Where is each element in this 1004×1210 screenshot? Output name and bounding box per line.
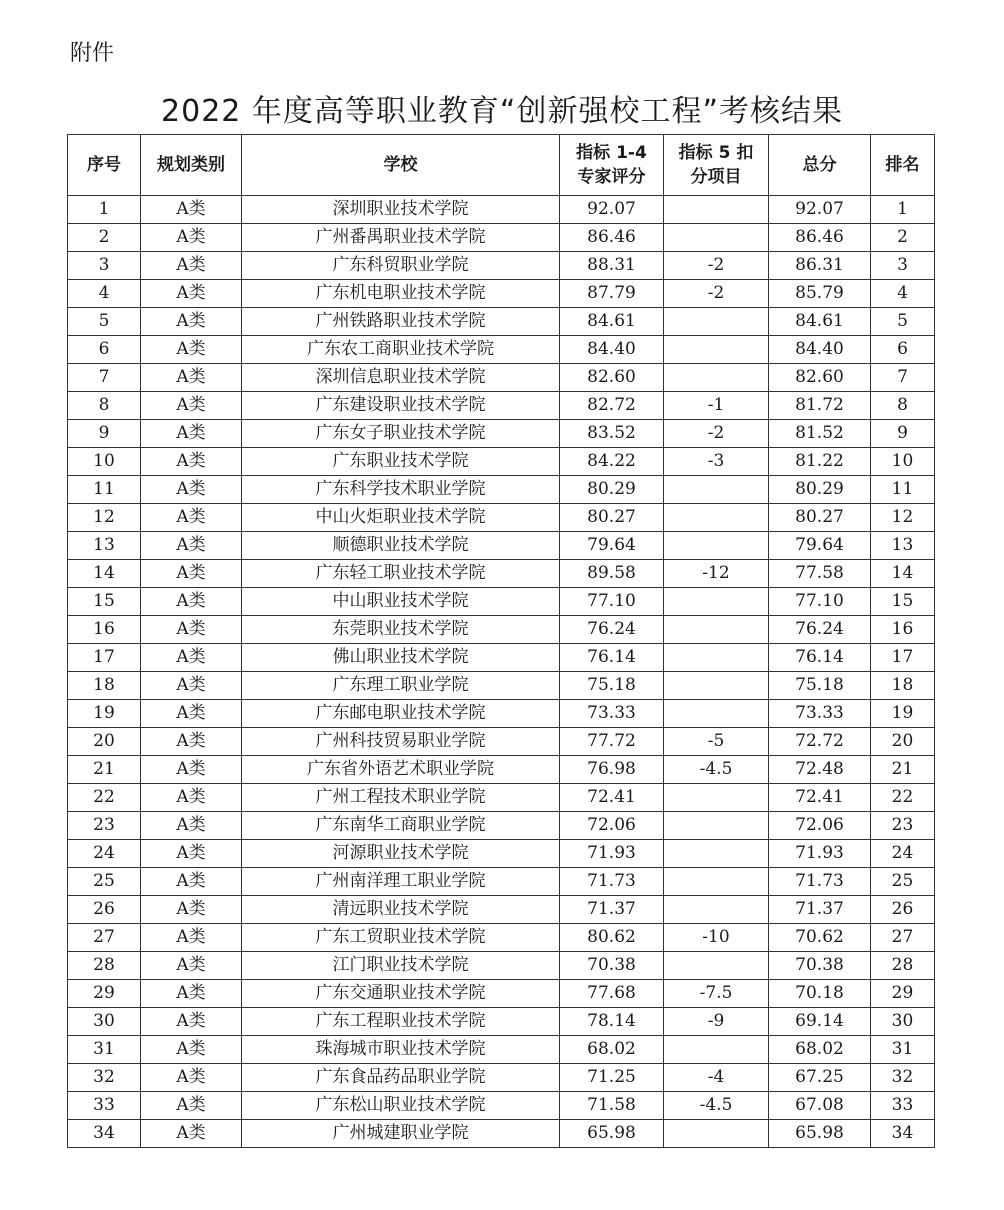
cell-total: 69.14 bbox=[769, 1008, 871, 1036]
cell-category: A类 bbox=[141, 1092, 242, 1120]
cell-rank: 15 bbox=[871, 588, 935, 616]
cell-score-1-4: 65.98 bbox=[560, 1120, 664, 1148]
cell-category: A类 bbox=[141, 980, 242, 1008]
cell-score-1-4: 70.38 bbox=[560, 952, 664, 980]
cell-deduction-5 bbox=[664, 476, 769, 504]
cell-school: 广州城建职业学院 bbox=[242, 1120, 560, 1148]
cell-total: 70.18 bbox=[769, 980, 871, 1008]
cell-category: A类 bbox=[141, 532, 242, 560]
cell-index: 31 bbox=[68, 1036, 141, 1064]
cell-total: 71.37 bbox=[769, 896, 871, 924]
cell-deduction-5: -1 bbox=[664, 392, 769, 420]
cell-deduction-5 bbox=[664, 196, 769, 224]
cell-school: 广东女子职业技术学院 bbox=[242, 420, 560, 448]
cell-rank: 18 bbox=[871, 672, 935, 700]
table-row bbox=[68, 896, 935, 924]
cell-total: 84.40 bbox=[769, 336, 871, 364]
cell-deduction-5 bbox=[664, 336, 769, 364]
table-row bbox=[68, 980, 935, 1008]
table-row bbox=[68, 1008, 935, 1036]
cell-score-1-4: 68.02 bbox=[560, 1036, 664, 1064]
cell-score-1-4: 78.14 bbox=[560, 1008, 664, 1036]
cell-school: 河源职业技术学院 bbox=[242, 840, 560, 868]
cell-index: 26 bbox=[68, 896, 141, 924]
cell-index: 22 bbox=[68, 784, 141, 812]
cell-school: 顺德职业技术学院 bbox=[242, 532, 560, 560]
cell-deduction-5 bbox=[664, 812, 769, 840]
cell-school: 江门职业技术学院 bbox=[242, 952, 560, 980]
cell-rank: 34 bbox=[871, 1120, 935, 1148]
cell-school: 广东交通职业技术学院 bbox=[242, 980, 560, 1008]
cell-category: A类 bbox=[141, 1036, 242, 1064]
cell-category: A类 bbox=[141, 952, 242, 980]
cell-deduction-5: -2 bbox=[664, 252, 769, 280]
cell-category: A类 bbox=[141, 896, 242, 924]
cell-index: 15 bbox=[68, 588, 141, 616]
cell-category: A类 bbox=[141, 420, 242, 448]
cell-rank: 30 bbox=[871, 1008, 935, 1036]
cell-rank: 9 bbox=[871, 420, 935, 448]
cell-total: 68.02 bbox=[769, 1036, 871, 1064]
cell-category: A类 bbox=[141, 588, 242, 616]
cell-total: 71.73 bbox=[769, 868, 871, 896]
table-row bbox=[68, 784, 935, 812]
header-indicator-5-line2: 分项目 bbox=[690, 167, 742, 187]
cell-rank: 6 bbox=[871, 336, 935, 364]
table-row bbox=[68, 308, 935, 336]
cell-total: 85.79 bbox=[769, 280, 871, 308]
table-row bbox=[68, 560, 935, 588]
cell-deduction-5 bbox=[664, 504, 769, 532]
table-row bbox=[68, 868, 935, 896]
cell-school: 广东轻工职业技术学院 bbox=[242, 560, 560, 588]
table-row bbox=[68, 1092, 935, 1120]
cell-index: 20 bbox=[68, 728, 141, 756]
cell-category: A类 bbox=[141, 672, 242, 700]
cell-total: 70.38 bbox=[769, 952, 871, 980]
cell-index: 28 bbox=[68, 952, 141, 980]
cell-index: 14 bbox=[68, 560, 141, 588]
cell-index: 27 bbox=[68, 924, 141, 952]
cell-index: 29 bbox=[68, 980, 141, 1008]
cell-school: 中山火炬职业技术学院 bbox=[242, 504, 560, 532]
cell-deduction-5 bbox=[664, 672, 769, 700]
cell-category: A类 bbox=[141, 560, 242, 588]
table-row bbox=[68, 616, 935, 644]
cell-rank: 11 bbox=[871, 476, 935, 504]
cell-category: A类 bbox=[141, 448, 242, 476]
cell-total: 81.52 bbox=[769, 420, 871, 448]
cell-rank: 21 bbox=[871, 756, 935, 784]
cell-score-1-4: 76.98 bbox=[560, 756, 664, 784]
cell-category: A类 bbox=[141, 476, 242, 504]
cell-rank: 33 bbox=[871, 1092, 935, 1120]
cell-score-1-4: 84.22 bbox=[560, 448, 664, 476]
cell-total: 72.48 bbox=[769, 756, 871, 784]
header-rank: 排名 bbox=[871, 135, 935, 196]
cell-rank: 1 bbox=[871, 196, 935, 224]
cell-deduction-5: -7.5 bbox=[664, 980, 769, 1008]
cell-category: A类 bbox=[141, 924, 242, 952]
cell-category: A类 bbox=[141, 868, 242, 896]
cell-school: 广东工贸职业技术学院 bbox=[242, 924, 560, 952]
cell-total: 67.25 bbox=[769, 1064, 871, 1092]
cell-rank: 26 bbox=[871, 896, 935, 924]
cell-total: 92.07 bbox=[769, 196, 871, 224]
cell-school: 广东松山职业技术学院 bbox=[242, 1092, 560, 1120]
cell-rank: 20 bbox=[871, 728, 935, 756]
cell-total: 77.10 bbox=[769, 588, 871, 616]
cell-category: A类 bbox=[141, 196, 242, 224]
cell-total: 72.06 bbox=[769, 812, 871, 840]
cell-school: 深圳职业技术学院 bbox=[242, 196, 560, 224]
cell-category: A类 bbox=[141, 252, 242, 280]
cell-index: 1 bbox=[68, 196, 141, 224]
cell-index: 13 bbox=[68, 532, 141, 560]
cell-category: A类 bbox=[141, 1008, 242, 1036]
table-header-row bbox=[68, 135, 935, 196]
table-row bbox=[68, 644, 935, 672]
header-indicator-1-4-line1: 指标 1-4 bbox=[576, 143, 647, 163]
cell-school: 广东科贸职业学院 bbox=[242, 252, 560, 280]
cell-score-1-4: 79.64 bbox=[560, 532, 664, 560]
cell-deduction-5 bbox=[664, 896, 769, 924]
cell-category: A类 bbox=[141, 392, 242, 420]
cell-total: 72.41 bbox=[769, 784, 871, 812]
table-row bbox=[68, 924, 935, 952]
cell-total: 82.60 bbox=[769, 364, 871, 392]
cell-school: 广东南华工商职业学院 bbox=[242, 812, 560, 840]
cell-index: 23 bbox=[68, 812, 141, 840]
cell-category: A类 bbox=[141, 812, 242, 840]
cell-rank: 17 bbox=[871, 644, 935, 672]
table-row bbox=[68, 420, 935, 448]
cell-score-1-4: 82.60 bbox=[560, 364, 664, 392]
cell-total: 76.14 bbox=[769, 644, 871, 672]
cell-score-1-4: 80.29 bbox=[560, 476, 664, 504]
cell-index: 11 bbox=[68, 476, 141, 504]
cell-school: 广东农工商职业技术学院 bbox=[242, 336, 560, 364]
cell-school: 广州工程技术职业学院 bbox=[242, 784, 560, 812]
cell-school: 广州南洋理工职业学院 bbox=[242, 868, 560, 896]
cell-score-1-4: 88.31 bbox=[560, 252, 664, 280]
cell-category: A类 bbox=[141, 280, 242, 308]
cell-school: 广东省外语艺术职业学院 bbox=[242, 756, 560, 784]
cell-total: 77.58 bbox=[769, 560, 871, 588]
cell-rank: 28 bbox=[871, 952, 935, 980]
cell-category: A类 bbox=[141, 840, 242, 868]
cell-deduction-5: -4.5 bbox=[664, 1092, 769, 1120]
cell-rank: 22 bbox=[871, 784, 935, 812]
cell-deduction-5: -10 bbox=[664, 924, 769, 952]
cell-category: A类 bbox=[141, 616, 242, 644]
header-school: 学校 bbox=[242, 135, 560, 196]
cell-score-1-4: 73.33 bbox=[560, 700, 664, 728]
table-row bbox=[68, 756, 935, 784]
cell-total: 75.18 bbox=[769, 672, 871, 700]
cell-deduction-5: -5 bbox=[664, 728, 769, 756]
header-indicator-1-4 bbox=[560, 135, 664, 196]
cell-deduction-5 bbox=[664, 644, 769, 672]
table-row bbox=[68, 476, 935, 504]
table-row bbox=[68, 952, 935, 980]
cell-score-1-4: 71.58 bbox=[560, 1092, 664, 1120]
cell-category: A类 bbox=[141, 504, 242, 532]
cell-index: 25 bbox=[68, 868, 141, 896]
header-indicator-1-4-line2: 专家评分 bbox=[577, 167, 646, 187]
cell-index: 21 bbox=[68, 756, 141, 784]
cell-index: 4 bbox=[68, 280, 141, 308]
cell-score-1-4: 84.40 bbox=[560, 336, 664, 364]
cell-index: 24 bbox=[68, 840, 141, 868]
cell-school: 深圳信息职业技术学院 bbox=[242, 364, 560, 392]
table-row bbox=[68, 700, 935, 728]
cell-category: A类 bbox=[141, 1064, 242, 1092]
cell-rank: 27 bbox=[871, 924, 935, 952]
cell-index: 19 bbox=[68, 700, 141, 728]
cell-category: A类 bbox=[141, 756, 242, 784]
cell-index: 34 bbox=[68, 1120, 141, 1148]
cell-school: 广东理工职业学院 bbox=[242, 672, 560, 700]
cell-score-1-4: 87.79 bbox=[560, 280, 664, 308]
cell-category: A类 bbox=[141, 728, 242, 756]
cell-score-1-4: 77.10 bbox=[560, 588, 664, 616]
cell-total: 72.72 bbox=[769, 728, 871, 756]
cell-score-1-4: 71.37 bbox=[560, 896, 664, 924]
table-row bbox=[68, 252, 935, 280]
cell-deduction-5: -9 bbox=[664, 1008, 769, 1036]
cell-category: A类 bbox=[141, 644, 242, 672]
cell-deduction-5 bbox=[664, 868, 769, 896]
cell-score-1-4: 92.07 bbox=[560, 196, 664, 224]
cell-total: 76.24 bbox=[769, 616, 871, 644]
cell-school: 广东科学技术职业学院 bbox=[242, 476, 560, 504]
cell-deduction-5: -3 bbox=[664, 448, 769, 476]
cell-category: A类 bbox=[141, 224, 242, 252]
cell-school: 广东食品药品职业学院 bbox=[242, 1064, 560, 1092]
cell-category: A类 bbox=[141, 784, 242, 812]
cell-index: 10 bbox=[68, 448, 141, 476]
cell-total: 70.62 bbox=[769, 924, 871, 952]
cell-total: 81.72 bbox=[769, 392, 871, 420]
table-body bbox=[68, 196, 935, 1148]
cell-total: 79.64 bbox=[769, 532, 871, 560]
cell-score-1-4: 83.52 bbox=[560, 420, 664, 448]
cell-deduction-5 bbox=[664, 840, 769, 868]
cell-index: 8 bbox=[68, 392, 141, 420]
table-row bbox=[68, 840, 935, 868]
table-row bbox=[68, 1036, 935, 1064]
cell-school: 清远职业技术学院 bbox=[242, 896, 560, 924]
cell-rank: 10 bbox=[871, 448, 935, 476]
cell-deduction-5 bbox=[664, 532, 769, 560]
table-row bbox=[68, 448, 935, 476]
cell-school: 广州科技贸易职业学院 bbox=[242, 728, 560, 756]
table-row bbox=[68, 532, 935, 560]
cell-category: A类 bbox=[141, 700, 242, 728]
cell-index: 30 bbox=[68, 1008, 141, 1036]
table-row bbox=[68, 224, 935, 252]
table-row bbox=[68, 812, 935, 840]
cell-score-1-4: 77.72 bbox=[560, 728, 664, 756]
cell-index: 7 bbox=[68, 364, 141, 392]
cell-score-1-4: 86.46 bbox=[560, 224, 664, 252]
header-indicator-5-line1: 指标 5 扣 bbox=[678, 143, 754, 163]
cell-score-1-4: 80.62 bbox=[560, 924, 664, 952]
cell-index: 2 bbox=[68, 224, 141, 252]
cell-deduction-5 bbox=[664, 308, 769, 336]
cell-deduction-5 bbox=[664, 1036, 769, 1064]
cell-rank: 31 bbox=[871, 1036, 935, 1064]
cell-score-1-4: 75.18 bbox=[560, 672, 664, 700]
cell-rank: 14 bbox=[871, 560, 935, 588]
table-row bbox=[68, 364, 935, 392]
cell-deduction-5: -2 bbox=[664, 280, 769, 308]
cell-category: A类 bbox=[141, 336, 242, 364]
cell-rank: 3 bbox=[871, 252, 935, 280]
cell-school: 广东机电职业技术学院 bbox=[242, 280, 560, 308]
cell-school: 珠海城市职业技术学院 bbox=[242, 1036, 560, 1064]
cell-score-1-4: 71.25 bbox=[560, 1064, 664, 1092]
cell-rank: 2 bbox=[871, 224, 935, 252]
cell-index: 9 bbox=[68, 420, 141, 448]
results-table bbox=[67, 134, 935, 1148]
cell-school: 佛山职业技术学院 bbox=[242, 644, 560, 672]
cell-deduction-5 bbox=[664, 952, 769, 980]
cell-rank: 16 bbox=[871, 616, 935, 644]
cell-total: 71.93 bbox=[769, 840, 871, 868]
cell-school: 广东工程职业技术学院 bbox=[242, 1008, 560, 1036]
cell-category: A类 bbox=[141, 308, 242, 336]
cell-deduction-5: -12 bbox=[664, 560, 769, 588]
cell-total: 86.31 bbox=[769, 252, 871, 280]
cell-rank: 8 bbox=[871, 392, 935, 420]
table-row bbox=[68, 728, 935, 756]
cell-index: 12 bbox=[68, 504, 141, 532]
table-row bbox=[68, 196, 935, 224]
header-indicator-5 bbox=[664, 135, 769, 196]
cell-rank: 4 bbox=[871, 280, 935, 308]
cell-rank: 13 bbox=[871, 532, 935, 560]
cell-rank: 23 bbox=[871, 812, 935, 840]
cell-school: 东莞职业技术学院 bbox=[242, 616, 560, 644]
table-row bbox=[68, 672, 935, 700]
cell-deduction-5 bbox=[664, 364, 769, 392]
cell-index: 32 bbox=[68, 1064, 141, 1092]
cell-index: 5 bbox=[68, 308, 141, 336]
cell-category: A类 bbox=[141, 1120, 242, 1148]
cell-score-1-4: 72.41 bbox=[560, 784, 664, 812]
cell-deduction-5: -4 bbox=[664, 1064, 769, 1092]
cell-school: 广州番禺职业技术学院 bbox=[242, 224, 560, 252]
cell-score-1-4: 82.72 bbox=[560, 392, 664, 420]
cell-rank: 19 bbox=[871, 700, 935, 728]
cell-score-1-4: 84.61 bbox=[560, 308, 664, 336]
cell-index: 18 bbox=[68, 672, 141, 700]
cell-school: 中山职业技术学院 bbox=[242, 588, 560, 616]
table-row bbox=[68, 336, 935, 364]
cell-deduction-5 bbox=[664, 224, 769, 252]
cell-score-1-4: 76.14 bbox=[560, 644, 664, 672]
cell-total: 80.27 bbox=[769, 504, 871, 532]
cell-total: 80.29 bbox=[769, 476, 871, 504]
cell-rank: 32 bbox=[871, 1064, 935, 1092]
cell-school: 广州铁路职业技术学院 bbox=[242, 308, 560, 336]
cell-rank: 24 bbox=[871, 840, 935, 868]
cell-deduction-5: -4.5 bbox=[664, 756, 769, 784]
cell-rank: 12 bbox=[871, 504, 935, 532]
cell-index: 6 bbox=[68, 336, 141, 364]
cell-school: 广东建设职业技术学院 bbox=[242, 392, 560, 420]
table-row bbox=[68, 588, 935, 616]
cell-score-1-4: 77.68 bbox=[560, 980, 664, 1008]
cell-index: 3 bbox=[68, 252, 141, 280]
cell-index: 17 bbox=[68, 644, 141, 672]
cell-total: 67.08 bbox=[769, 1092, 871, 1120]
cell-total: 84.61 bbox=[769, 308, 871, 336]
header-index: 序号 bbox=[68, 135, 141, 196]
cell-school: 广东邮电职业技术学院 bbox=[242, 700, 560, 728]
cell-deduction-5 bbox=[664, 784, 769, 812]
cell-total: 86.46 bbox=[769, 224, 871, 252]
table-row bbox=[68, 1064, 935, 1092]
cell-score-1-4: 89.58 bbox=[560, 560, 664, 588]
cell-rank: 5 bbox=[871, 308, 935, 336]
cell-deduction-5: -2 bbox=[664, 420, 769, 448]
cell-rank: 7 bbox=[871, 364, 935, 392]
table-row bbox=[68, 1120, 935, 1148]
cell-rank: 29 bbox=[871, 980, 935, 1008]
table-row bbox=[68, 504, 935, 532]
cell-deduction-5 bbox=[664, 616, 769, 644]
cell-score-1-4: 71.73 bbox=[560, 868, 664, 896]
cell-deduction-5 bbox=[664, 1120, 769, 1148]
attachment-label: 附件 bbox=[70, 41, 115, 66]
cell-deduction-5 bbox=[664, 700, 769, 728]
cell-index: 16 bbox=[68, 616, 141, 644]
header-category: 规划类别 bbox=[141, 135, 242, 196]
header-total: 总分 bbox=[769, 135, 871, 196]
document-title: 2022 年度高等职业教育“创新强校工程”考核结果 bbox=[161, 94, 843, 129]
cell-total: 65.98 bbox=[769, 1120, 871, 1148]
cell-score-1-4: 71.93 bbox=[560, 840, 664, 868]
cell-category: A类 bbox=[141, 364, 242, 392]
cell-score-1-4: 72.06 bbox=[560, 812, 664, 840]
table-row bbox=[68, 280, 935, 308]
cell-total: 73.33 bbox=[769, 700, 871, 728]
cell-score-1-4: 80.27 bbox=[560, 504, 664, 532]
cell-total: 81.22 bbox=[769, 448, 871, 476]
cell-rank: 25 bbox=[871, 868, 935, 896]
cell-deduction-5 bbox=[664, 588, 769, 616]
table-row bbox=[68, 392, 935, 420]
cell-index: 33 bbox=[68, 1092, 141, 1120]
cell-school: 广东职业技术学院 bbox=[242, 448, 560, 476]
cell-score-1-4: 76.24 bbox=[560, 616, 664, 644]
